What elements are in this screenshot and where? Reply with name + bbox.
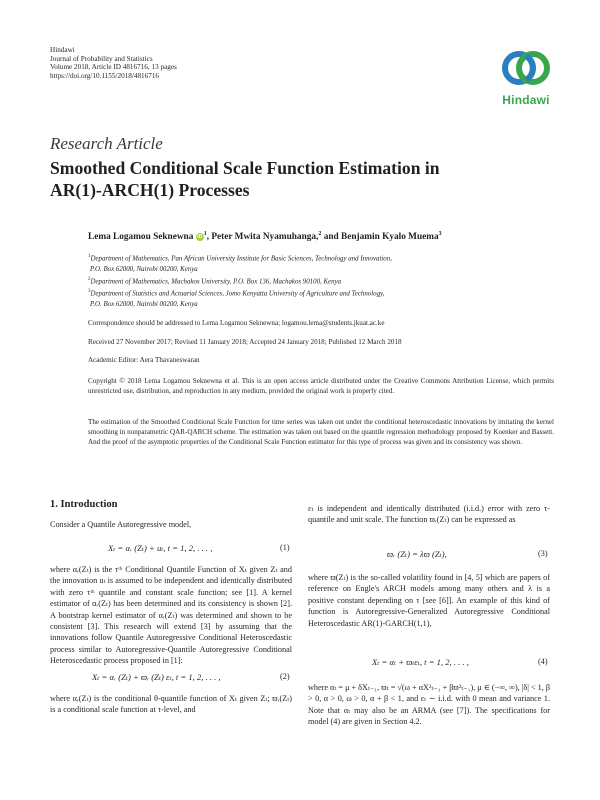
author-2[interactable]: Peter Mwita Nyamuhanga, (211, 232, 319, 243)
author-3[interactable]: Benjamin Kyalo Muema (341, 232, 439, 243)
affiliation-text: Department of Statistics and Actuarial Sciences, Jomo Kenyatta University of Agriculture and Technology, (90, 290, 385, 298)
logo-text: Hindawi (502, 93, 550, 107)
affiliations (88, 252, 558, 310)
affiliation-3-cont: P.O. Box 62000, Nairobi 00200, Kenya (90, 300, 198, 308)
orcid-icon[interactable]: iD (197, 234, 203, 241)
equation-4: Xₜ = αₜ + ϖₜεₜ, t = 1, 2, . . . , (372, 657, 469, 667)
affiliation-number: 3 (88, 289, 91, 295)
equation-2-number: (2) (280, 672, 290, 681)
affiliation-text: Department of Mathematics, Machakos University, P.O. Box 136, Machakos 90100, Kenya (90, 278, 342, 285)
title-line-1: Smoothed Conditional Scale Function Estimation in (50, 158, 440, 178)
hindawi-logo (496, 44, 556, 107)
article-type: Research Article (50, 134, 163, 153)
publication-dates: Received 27 November 2017; Revised 11 January 2018; Accepted 24 January 2018; Published 12 March 2018 (88, 338, 402, 346)
affiliation-1-cont: P.O. Box 62000, Nairobi 00200, Kenya (90, 265, 198, 273)
affiliation-1 (88, 252, 558, 265)
affiliation-number: 1 (88, 254, 91, 259)
author-conjunction: and (323, 232, 339, 243)
equation-2: Xₜ = αᵣ (Zₜ) + ϖᵣ (Zₜ) εₜ, t = 1, 2, . . . , (92, 672, 221, 682)
volume-line: Volume 2018, Article ID 4816716, 13 pages (50, 63, 177, 72)
left-column (50, 519, 292, 530)
affiliation-2 (88, 275, 558, 288)
journal-name: Journal of Probability and Statistics (50, 54, 153, 63)
author-list (88, 231, 442, 242)
copyright-notice: Copyright © 2018 Lema Logamou Seknewna et al. This is an open access article distributed under the Creative Commons Attribution License, which permits unrestricted use, distribution, and reproduction in any medium, provided the original work is properly cited. (88, 377, 554, 396)
equation-4-number: (4) (538, 657, 548, 666)
left-paragraph-2: where αᵣ(Zₜ) is the τᵗʰ Conditional Quantile Function of Xₜ given Zₜ and the innovation uₜ is assumed to be independent and identically distributed with zero τᵗʰ quantile and constant scale function; see [1]. A kernel estimator of αᵣ(Zₜ) has been determined and its consistency is shown [2]. A bootstrap kernel estimator of αᵣ(Zₜ) was determined and shown to be consistent [3]. This research will extend [3] by assuming that the innovations follow Quantile Autoregressive Conditional Heteroscedastic process similar to Autoregressive-Quantile Autoregressive Conditional Heteroscedastic process proposed in [1]: (50, 565, 292, 666)
affiliation-text: Department of Mathematics, Pan African University Institute for Basic Sciences, Technology and Innovation, (90, 255, 392, 263)
author-1-affil: 1 (203, 231, 207, 237)
doi-link[interactable]: https://doi.org/10.1155/2018/4816716 (50, 71, 160, 80)
hindawi-logo-icon (496, 44, 556, 94)
right-paragraph-2: where ϖ(Zₜ) is the so-called volatility found in [4, 5] which are papers of reference on Engle's ARCH models among many others and λ is a positive constant depending on τ [see [6]]. An example of this kind of function is Autoregressive-Generalized Autoregressive Conditional Heteroscedastic AR(1)-GARCH(1,1), (308, 573, 550, 628)
equation-3: ϖᵣ (Zₜ) = λϖ (Zₜ), (387, 549, 447, 559)
equation-3-number: (3) (538, 549, 548, 558)
author-separator: , (206, 232, 210, 243)
paper-title (50, 158, 550, 201)
journal-info (50, 46, 177, 80)
academic-editor: Academic Editor: Aera Thavaneswaran (88, 356, 200, 364)
publisher-name: Hindawi (50, 46, 75, 54)
equation-1-number: (1) (280, 543, 290, 552)
section-heading: 1. Introduction (50, 499, 118, 510)
affiliation-3 (88, 287, 558, 300)
title-line-2: AR(1)-ARCH(1) Processes (50, 179, 250, 200)
correspondence: Correspondence should be addressed to Lema Logamou Seknewna; logamou.lema@students.jkuat.ac.ke (88, 319, 385, 327)
right-paragraph-1: εₜ is independent and identically distributed (i.i.d.) error with zero τ-quantile and unit scale. The function ϖᵣ(Zₜ) can be expressed as (308, 504, 550, 525)
author-1[interactable]: Lema Logamou Seknewna (88, 232, 194, 243)
abstract: The estimation of the Smoothed Conditional Scale Function for time series was taken out under the conditional heteroscedastic innovations by imitating the kernel smoothing in nonparametric QAR-QARCH scheme. The estimation was taken out based on the quantile regression methodology proposed by Koenker and Bassett. And the proof of the asymptotic properties of the Conditional Scale Function estimator for this type of process was given and its consistency was shown. (88, 418, 554, 447)
equation-1: Xₜ = αᵣ (Zₜ) + uₜ, t = 1, 2, . . . , (108, 543, 213, 553)
left-paragraph-3: where αᵣ(Zₜ) is the conditional θ-quantile function of Xₜ given Zₜ; ϖᵣ(Zₜ) is a conditional scale function at τ-level, and (50, 694, 292, 715)
author-3-affil: 3 (438, 231, 442, 237)
author-2-affil: 2 (318, 231, 322, 237)
left-paragraph-1: Consider a Quantile Autoregressive model, (50, 520, 192, 529)
right-paragraph-3: where αₜ = μ + δXₜ₋₁, ϖₜ = √(ω + αX²ₜ₋₁ + βϖ²ₜ₋₁), μ ∈ (−∞, ∞), |δ| < 1, β > 0, α > 0, ω > 0, α + β < 1, and εₜ ∼ i.i.d. with 0 mean and variance 1. Note that αₜ may also be an ARMA (see [7]). The specifications for model (4) are given in Section 4.2. (308, 683, 550, 727)
affiliation-number: 2 (88, 276, 91, 282)
